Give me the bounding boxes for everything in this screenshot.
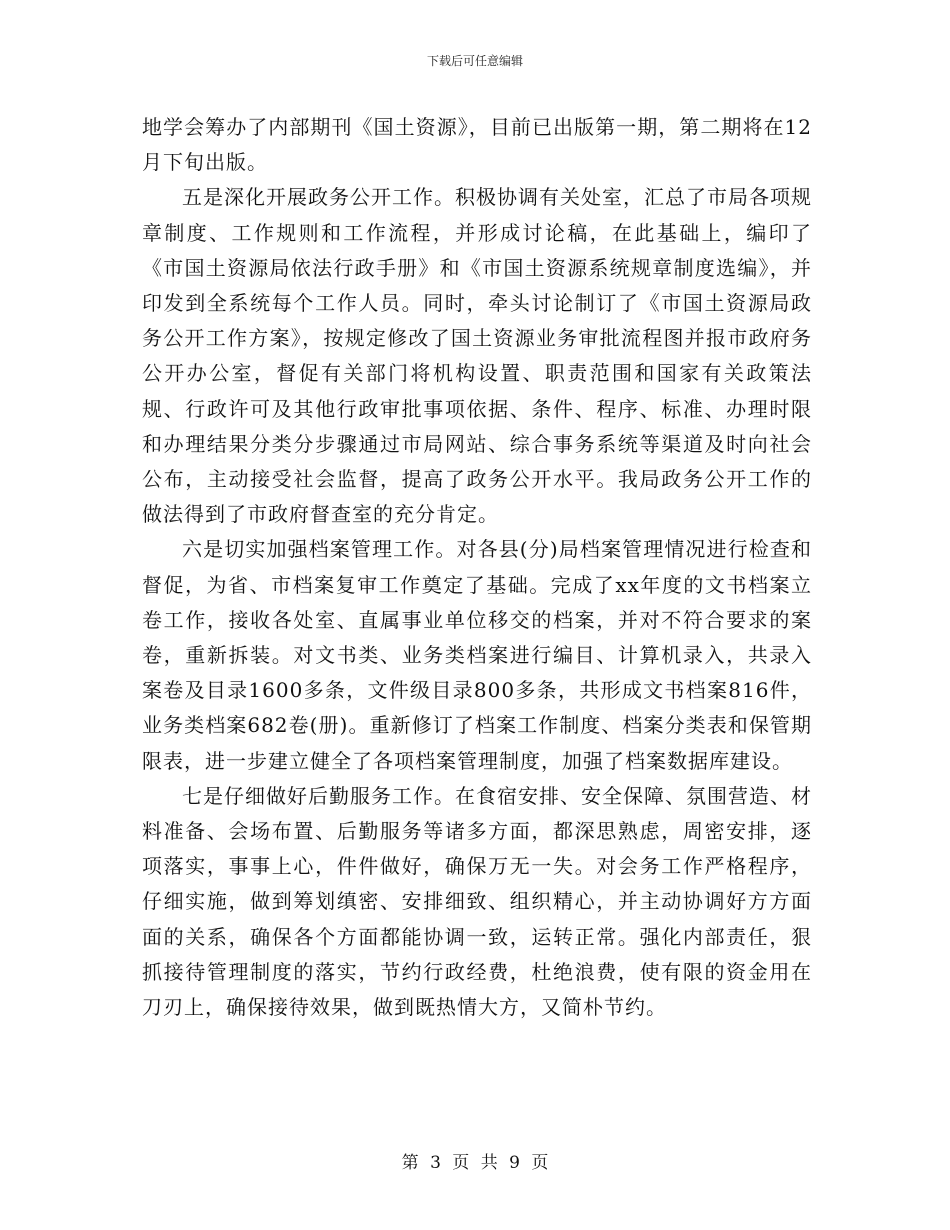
page-number-footer: 第 3 页 共 9 页	[401, 1153, 549, 1173]
paragraph-continuation: 地学会筹办了内部期刊《国土资源》，目前已出版第一期，第二期将在12月下旬出版。	[142, 115, 812, 175]
paragraph-logistics-service: 七是仔细做好后勤服务工作。在食宿安排、安全保障、氛围营造、材料准备、会场布置、后勤服务等诸多方面，都深思熟虑，周密安排，逐项落实，事事上心，件件做好，确保万无一失。对会务工作严格程序，仔细实施，做到筹划缜密、安排细致、组织精心，并主动协调好方方面面的关系，确保各个方面都能协调一致，运转正常。强化内部责任，狠抓接待管理制度的落实，节约行政经费，杜绝浪费，使有限的资金用在刀刃上，确保接待效果，做到既热情大方，又简朴节约。	[142, 783, 812, 1020]
document-body	[142, 110, 812, 1025]
page-header-note: 下载后可任意编辑	[426, 54, 523, 68]
paragraph-government-affairs: 五是深化开展政务公开工作。积极协调有关处室，汇总了市局各项规章制度、工作规则和工作流程，并形成讨论稿，在此基础上，编印了《市国土资源局依法行政手册》和《市国土资源系统规章制度选编》，并印发到全系统每个工作人员。同时，牵头讨论制订了《市国土资源局政务公开工作方案》，按规定修改了国土资源业务审批流程图并报市政府务公开办公室，督促有关部门将机构设置、职责范围和国家有关政策法规、行政许可及其他行政审批事项依据、条件、程序、标准、办理时限和办理结果分类分步骤通过市局网站、综合事务系统等渠道及时向社会公布，主动接受社会监督，提高了政务公开水平。我局政务公开工作的做法得到了市政府督查室的充分肯定。	[142, 185, 812, 527]
paragraph-archive-management: 六是切实加强档案管理工作。对各县(分)局档案管理情况进行检查和督促，为省、市档案复审工作奠定了基础。完成了xx年度的文书档案立卷工作，接收各处室、直属事业单位移交的档案，并对不符合要求的案卷，重新拆装。对文书类、业务类档案进行编目、计算机录入，共录入案卷及目录1600多条，文件级目录800多条，共形成文书档案816件，业务类档案682卷(册)。重新修订了档案工作制度、档案分类表和保管期限表，进一步建立健全了各项档案管理制度，加强了档案数据库建设。	[142, 537, 812, 773]
